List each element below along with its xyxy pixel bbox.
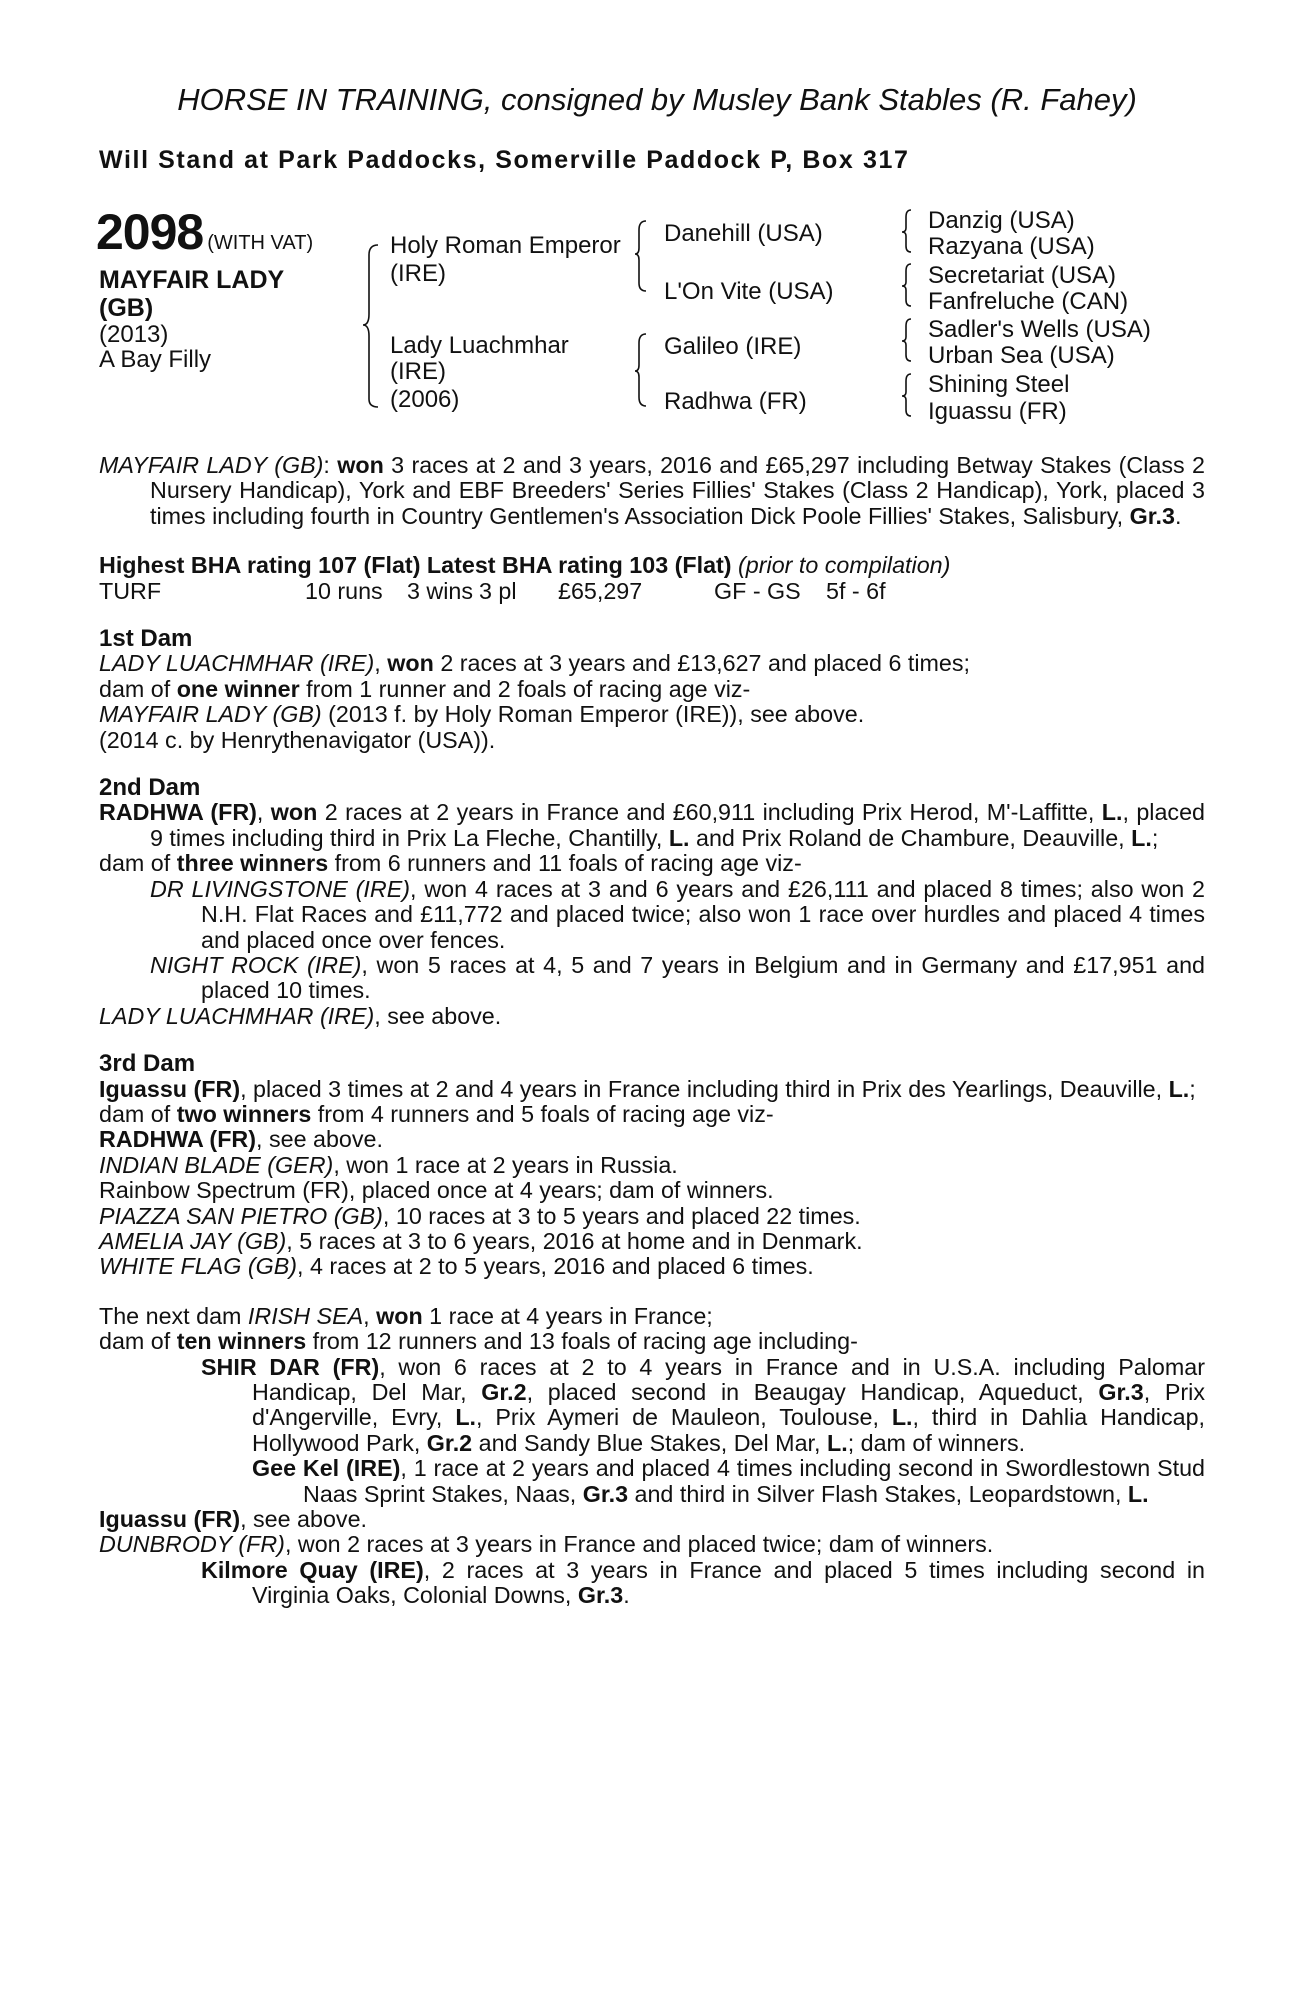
- next-dam-grandprogeny-gee-kel: Gee Kel (IRE), 1 race at 2 years and placed 4 times including second in Swordlestown Stud Naas Sprint Stakes, Naas, Gr.3 and third in Silver Flash Stakes, Leopardstown, L.: [252, 1455, 1205, 1507]
- pedigree-bracket-dam: [634, 331, 658, 415]
- pedigree-dam: Lady Luachmhar: [390, 332, 569, 359]
- first-dam-record: LADY LUACHMHAR (IRE), won 2 races at 3 years and £13,627 and placed 6 times;: [99, 650, 971, 677]
- second-dam-progeny-2: NIGHT ROCK (IRE), won 5 races at 4, 5 and 7 years in Belgium and in Germany and £17,951 and placed 10 times.: [150, 951, 1205, 1004]
- first-dam-produce: dam of one winner from 1 runner and 2 foals of racing age viz-: [99, 675, 751, 702]
- second-dam-progeny-3: LADY LUACHMHAR (IRE), see above.: [99, 1002, 502, 1029]
- next-dam-progeny-shir-dar: SHIR DAR (FR), won 6 races at 2 to 4 years in France and in U.S.A. including Palomar Handicap, Del Mar, Gr.2, placed second in Beaugay Handicap, Aqueduct, Gr.3, Prix d'Angerville, Evry, L., Prix Aymeri de Mauleon, Toulouse, L., third in Dahlia Handicap, Hollywood Park, Gr.2 and Sandy Blue Stakes, Del Mar, L.; dam of winners.: [201, 1353, 1205, 1456]
- pedigree-ddd: Iguassu (FR): [928, 398, 1067, 425]
- third-dam-heading: 3rd Dam: [99, 1050, 196, 1078]
- pedigree-bracket-sire: [634, 218, 658, 302]
- consignor-heading: HORSE IN TRAINING, consigned by Musley Bank Stables (R. Fahey): [177, 82, 1137, 117]
- first-dam-progeny-1: MAYFAIR LADY (GB) (2013 f. by Holy Roman Emperor (IRE)), see above.: [99, 701, 865, 728]
- pedigree-bracket-ds: [901, 317, 921, 373]
- second-dam-record: RADHWA (FR), won 2 races at 2 years in France and £60,911 including Prix Herod, M'-Laffitte, L., placed 9 times including third in Prix La Fleche, Chantilly, L. and Prix Roland de Chambure, Deauville, L.;: [99, 799, 1205, 851]
- next-dam-progeny-dunbrody: DUNBRODY (FR), won 2 races at 3 years in France and placed twice; dam of winners.: [99, 1531, 994, 1558]
- pedigree-dss: Sadler's Wells (USA): [928, 316, 1151, 343]
- bha-rating: Highest BHA rating 107 (Flat) Latest BHA rating 103 (Flat) (prior to compilation): [99, 552, 951, 579]
- catalogue-body: [99, 453, 1205, 1609]
- third-dam-produce: dam of two winners from 4 runners and 5 foals of racing age viz-: [99, 1100, 774, 1127]
- next-dam-produce: dam of ten winners from 12 runners and 13 foals of racing age including-: [99, 1328, 858, 1355]
- pedigree-bracket-ss: [901, 208, 921, 264]
- lot-number: 2098 (WITH VAT): [96, 204, 314, 260]
- pedigree-sss: Danzig (USA): [928, 207, 1075, 234]
- pedigree-bracket-main: [362, 241, 392, 411]
- horse-description: A Bay Filly: [99, 346, 212, 373]
- first-dam-heading: 1st Dam: [99, 625, 193, 653]
- pedigree-bracket-dd: [901, 372, 921, 428]
- pedigree-dds: Shining Steel: [928, 371, 1070, 398]
- second-dam-heading: 2nd Dam: [99, 774, 201, 802]
- vat-note: (WITH VAT): [207, 232, 314, 254]
- next-dam-grandprogeny-kilmore-quay: Kilmore Quay (IRE), 2 races at 3 years in France and placed 5 times including second in Virginia Oaks, Colonial Downs, Gr.3.: [201, 1556, 1205, 1609]
- foaling-year: (2013): [99, 321, 169, 348]
- pedigree-ssd: Razyana (USA): [928, 233, 1095, 260]
- stable-location: Will Stand at Park Paddocks, Somerville Paddock P, Box 317: [99, 146, 910, 174]
- pedigree-dam-year: (2006): [390, 386, 460, 413]
- turf-record: TURF 10 runs 3 wins 3 pl £65,297 GF - GS 5f - 6f: [99, 577, 886, 604]
- pedigree-dam-sire: Galileo (IRE): [664, 333, 802, 360]
- pedigree-sire: Holy Roman Emperor: [390, 232, 621, 259]
- third-dam-progeny-1: RADHWA (FR), see above.: [99, 1126, 383, 1153]
- third-dam-grandprogeny-1: PIAZZA SAN PIETRO (GB), 10 races at 3 to 5 years and placed 22 times.: [99, 1202, 861, 1229]
- third-dam-grandprogeny-2: AMELIA JAY (GB), 5 races at 3 to 6 years, 2016 at home and in Denmark.: [99, 1227, 863, 1254]
- horse-name: MAYFAIR LADY: [99, 266, 285, 294]
- pedigree-sdd: Fanfreluche (CAN): [928, 288, 1129, 315]
- second-dam-produce: dam of three winners from 6 runners and 11 foals of racing age viz-: [99, 850, 802, 877]
- pedigree-dam-country: (IRE): [390, 358, 446, 385]
- pedigree-bracket-sd: [901, 262, 921, 318]
- race-summary: MAYFAIR LADY (GB): won 3 races at 2 and 3 years, 2016 and £65,297 including Betway Stakes (Class 2 Nursery Handicap), York and EBF Breeders' Series Fillies' Stakes (Class 2 Handicap), York, placed 3 times including fourth in Country Gentlemen's Association Dick Poole Fillies' Stakes, Salisbury, Gr.3.: [99, 452, 1205, 529]
- next-dam-record: The next dam IRISH SEA, won 1 race at 4 years in France;: [99, 1302, 713, 1329]
- third-dam-record: Iguassu (FR), placed 3 times at 2 and 4 years in France including third in Prix des Yearlings, Deauville, L.;: [99, 1075, 1196, 1102]
- third-dam-grandprogeny-3: WHITE FLAG (GB), 4 races at 2 to 5 years, 2016 and placed 6 times.: [99, 1253, 814, 1280]
- horse-country: (GB): [99, 294, 154, 322]
- third-dam-progeny-3: Rainbow Spectrum (FR), placed once at 4 years; dam of winners.: [99, 1177, 774, 1204]
- pedigree-sire-dam: L'On Vite (USA): [664, 278, 834, 305]
- pedigree-dam-dam: Radhwa (FR): [664, 388, 807, 415]
- pedigree-sire-sire: Danehill (USA): [664, 220, 823, 247]
- first-dam-progeny-2: (2014 c. by Henrythenavigator (USA)).: [99, 726, 496, 753]
- pedigree-sds: Secretariat (USA): [928, 262, 1117, 289]
- pedigree-sire-country: (IRE): [390, 260, 446, 287]
- third-dam-progeny-2: INDIAN BLADE (GER), won 1 race at 2 years in Russia.: [99, 1151, 678, 1178]
- pedigree-dsd: Urban Sea (USA): [928, 342, 1115, 369]
- second-dam-progeny-1: DR LIVINGSTONE (IRE), won 4 races at 3 and 6 years and £26,111 and placed 8 times; also won 2 N.H. Flat Races and £11,772 and placed twice; also won 1 race over hurdles and placed 4 times and placed once over fences.: [150, 875, 1206, 953]
- next-dam-progeny-iguassu: Iguassu (FR), see above.: [99, 1506, 368, 1533]
